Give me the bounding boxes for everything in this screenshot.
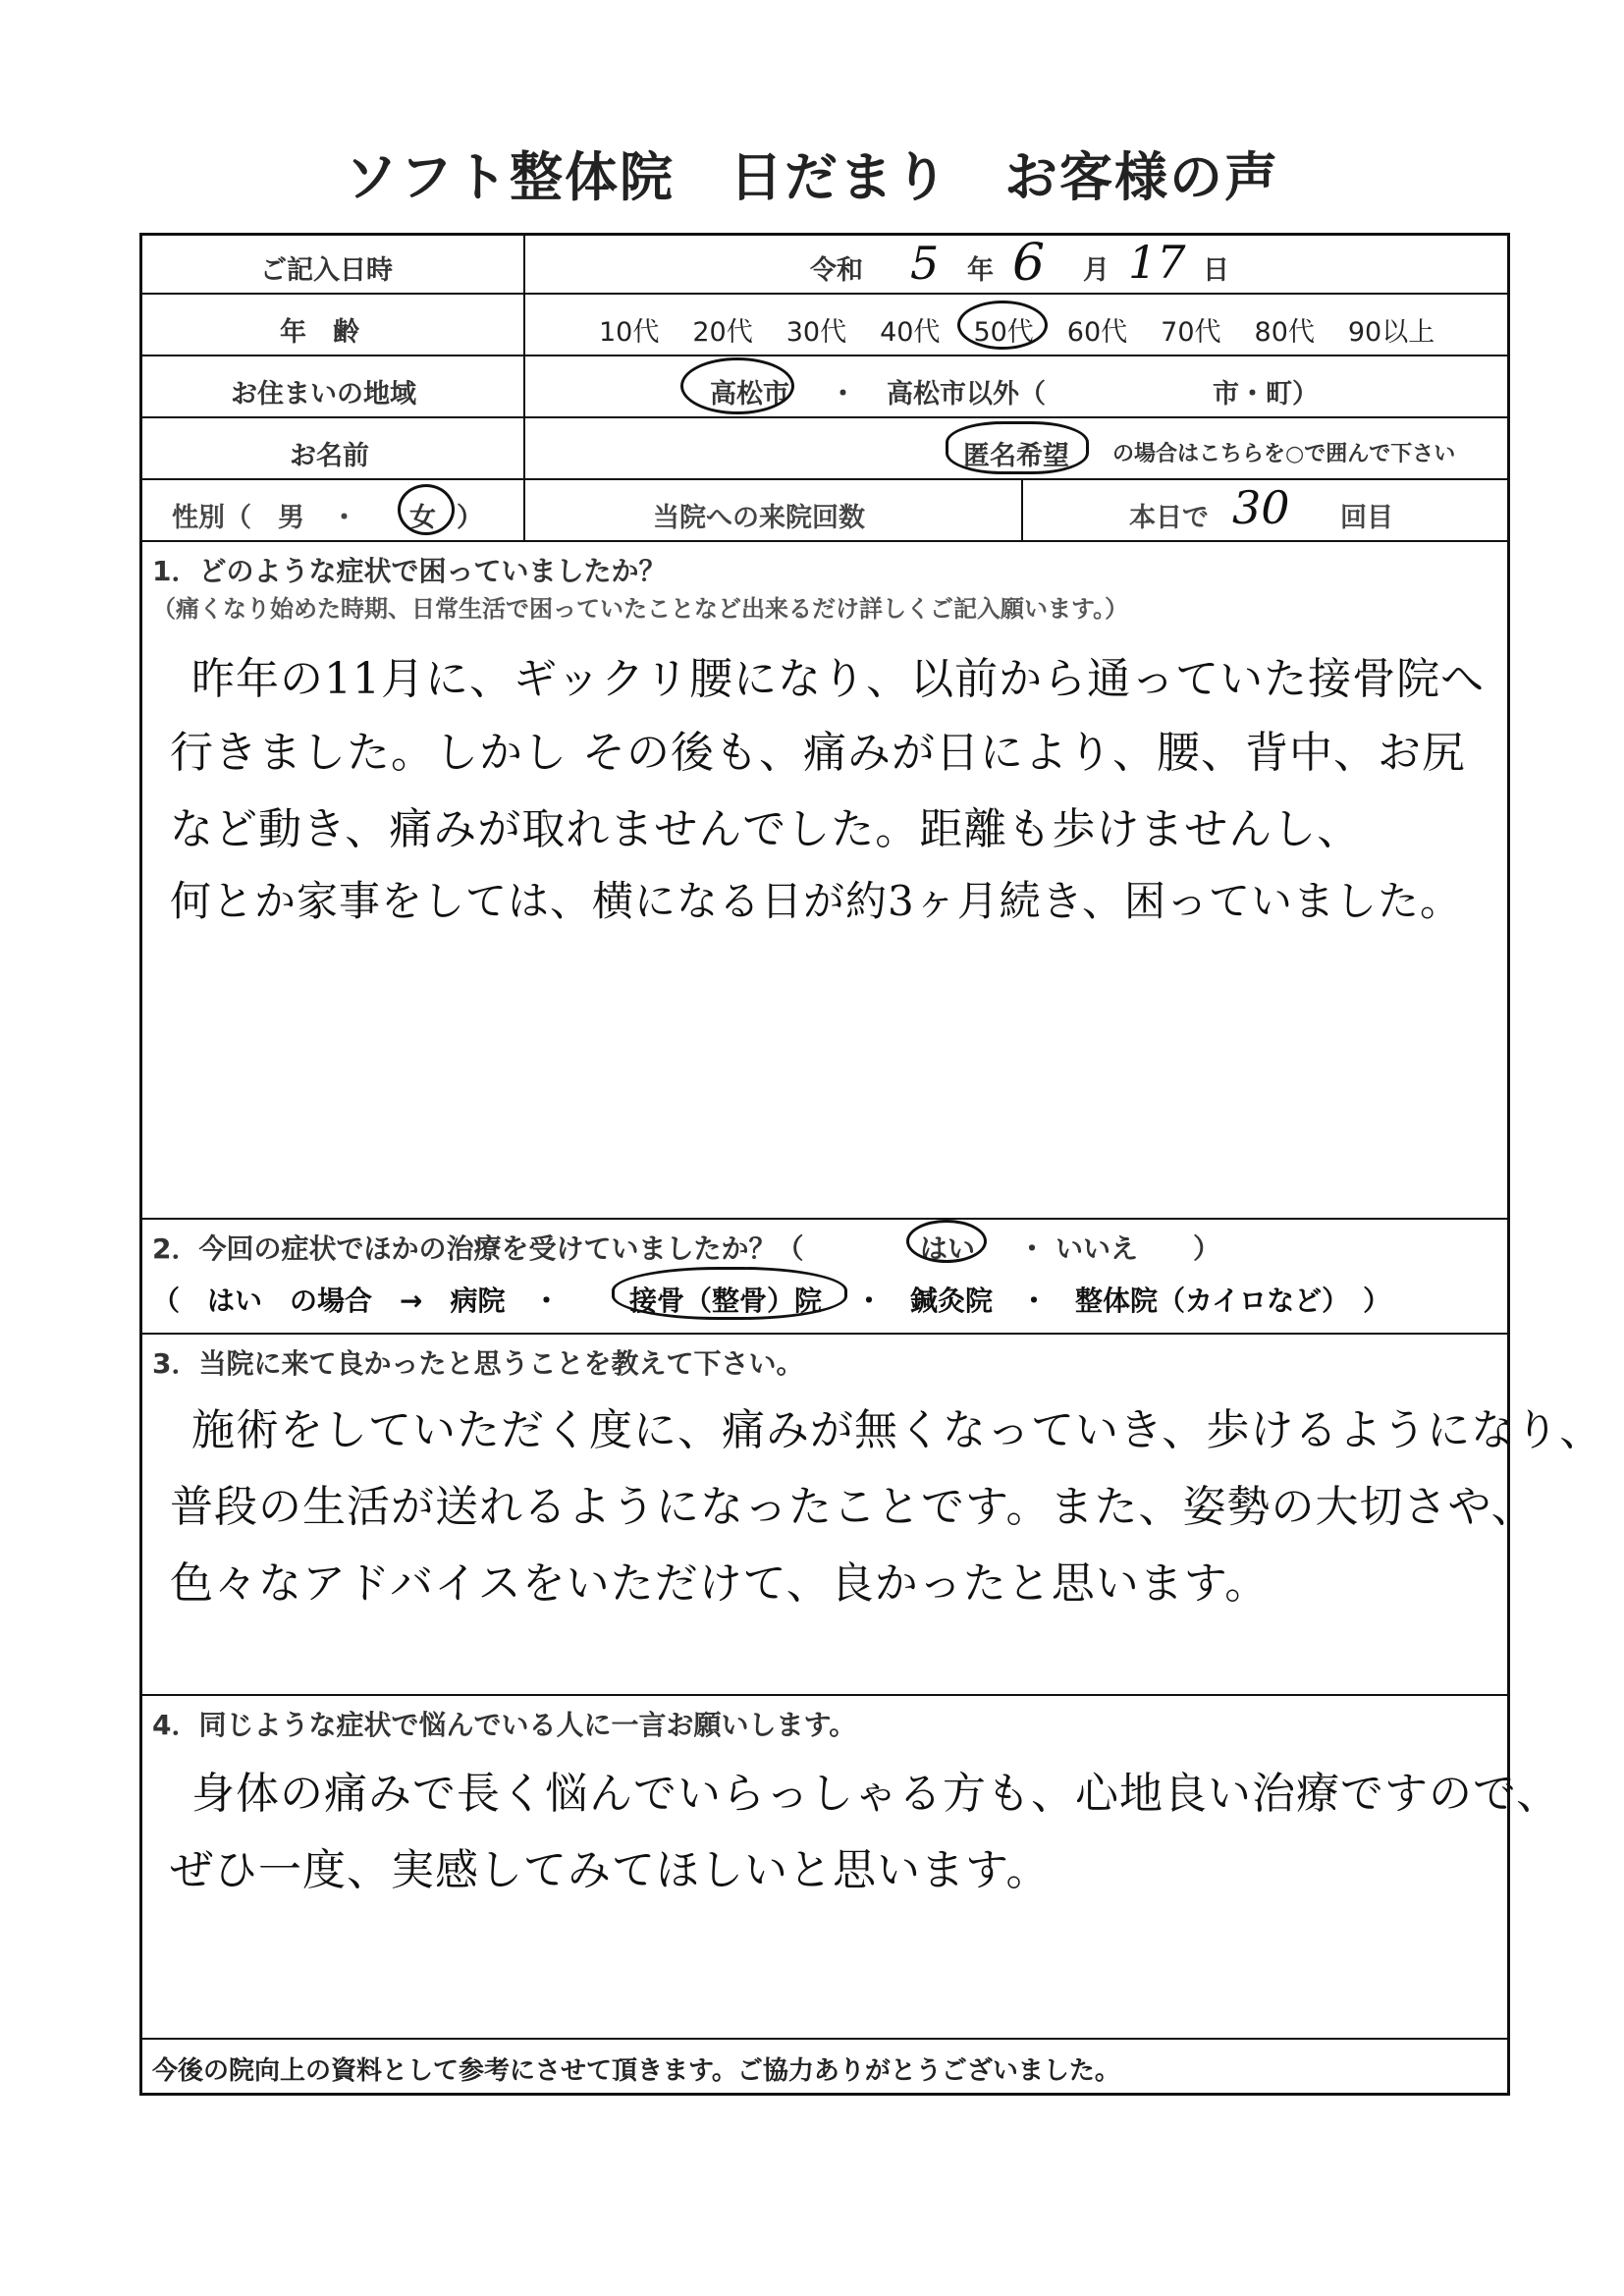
gender-selection-circle (398, 484, 455, 535)
visits-label: 当院への来院回数 (653, 503, 865, 533)
column-divider (1021, 478, 1023, 540)
q1-note: （痛くなり始めた時期、日常生活で困っていたことなど出来るだけ詳しくご記入願います。） (152, 595, 1129, 623)
section-divider (142, 2038, 1507, 2040)
area-selection-circle (680, 357, 794, 414)
area-separator: ・ (830, 379, 856, 410)
q1-answer-line: 何とか家事をしては、横になる日が約3ヶ月続き、困っていました。 (170, 877, 1463, 925)
anonymous-option[interactable]: 匿名希望 (963, 441, 1069, 471)
visits-prefix: 本日で (1129, 503, 1209, 533)
q1-question: 1．どのような症状で困っていましたか？ (152, 555, 667, 587)
age-option[interactable]: 20代 (692, 317, 753, 348)
page-title (0, 136, 1624, 211)
day-value: 17 (1128, 236, 1186, 289)
section-divider (142, 1333, 1507, 1335)
survey-form (139, 233, 1604, 2096)
area-other-suffix: 市・町） (1213, 379, 1319, 410)
q3-question: 3．当院に来て良かったと思うことを教えて下さい。 (152, 1347, 804, 1380)
year-unit: 年 (967, 255, 994, 286)
q3-answer-line: 色々なアドバイスをいただけて、良かったと思います。 (170, 1558, 1270, 1609)
visits-suffix: 回目 (1340, 503, 1393, 533)
q1-answer-line: など動き、痛みが取れませんでした。距離も歩けませんし、 (170, 804, 1362, 854)
q4-answer-line: 身体の痛みで長く悩んでいらっしゃる方も、心地良い治療ですので、 (191, 1769, 1561, 1819)
q2-question: 2．今回の症状でほかの治療を受けていましたか？（ (152, 1232, 804, 1265)
date-label: ご記入日時 (260, 255, 393, 286)
day-unit: 日 (1203, 255, 1229, 286)
area-label: お住まいの地域 (231, 379, 416, 410)
row-divider (142, 478, 1507, 480)
age-option[interactable]: 40代 (880, 317, 941, 348)
gender-option-female[interactable]: 女 (409, 503, 436, 533)
row-divider (142, 540, 1507, 542)
row-divider (142, 355, 1507, 356)
anonymous-selection-circle (946, 421, 1089, 474)
age-option[interactable]: 10代 (599, 317, 660, 348)
footer-note: 今後の院向上の資料として参考にさせて頂きます。ご協力ありがとうございました。 (152, 2056, 1120, 2086)
age-label: 年 齢 (280, 317, 359, 348)
q2-yes-circle (906, 1220, 987, 1263)
q1-answer-line: 行きました。しかし その後も、痛みが日により、腰、背中、お尻 (170, 728, 1466, 778)
area-option-other[interactable]: 高松市以外（ (887, 379, 1046, 410)
age-option[interactable]: 70代 (1161, 317, 1221, 348)
q2-close: ） (1193, 1232, 1221, 1265)
q2-option-bonesetter[interactable]: 接骨（整骨）院 (629, 1285, 823, 1317)
area-option-takamatsu[interactable]: 高松市 (710, 379, 789, 410)
anonymous-note: の場合はこちらを○で囲んで下さい (1112, 442, 1456, 466)
q2-yes[interactable]: はい (920, 1232, 976, 1265)
year-value: 5 (910, 237, 940, 290)
q3-answer-line: 普段の生活が送れるようになったことです。また、姿勢の大切さや、 (170, 1482, 1536, 1532)
section-divider (142, 1218, 1507, 1220)
age-selection-circle (957, 301, 1048, 350)
age-option-selected[interactable]: 50代 (973, 317, 1034, 348)
section-divider (142, 1694, 1507, 1696)
column-divider (523, 236, 525, 540)
name-label: お名前 (290, 441, 369, 471)
q4-question: 4．同じような症状で悩んでいる人に一言お願いします。 (152, 1709, 857, 1741)
q2-no[interactable]: いいえ (1056, 1232, 1139, 1265)
q1-answer-line: 昨年の11月に、ギックリ腰になり、以前から通っていた接骨院へ (191, 654, 1486, 704)
row-divider (142, 293, 1507, 295)
title-voice: お客様の声 (1004, 146, 1279, 208)
age-option[interactable]: 80代 (1254, 317, 1315, 348)
month-unit: 月 (1083, 255, 1110, 286)
age-option[interactable]: 30代 (785, 317, 847, 348)
month-value: 6 (1012, 234, 1046, 293)
q2-separator: ・ (1018, 1232, 1047, 1265)
age-option[interactable]: 90以上 (1347, 317, 1435, 348)
q2-detail-prefix: （ はい の場合 → 病院 ・ (152, 1285, 561, 1317)
q4-answer-line: ぜひ一度、実感してみてほしいと思います。 (170, 1845, 1051, 1895)
q2-option-rest: ・ 鍼灸院 ・ 整体院（カイロなど） ） (855, 1285, 1391, 1317)
row-divider (142, 416, 1507, 418)
gender-close: ） (457, 503, 483, 533)
visits-count: 30 (1232, 481, 1290, 534)
age-option[interactable]: 60代 (1066, 317, 1128, 348)
title-clinic: ソフト整体院 (345, 146, 675, 208)
q3-answer-line: 施術をしていただく度に、痛みが無くなっていき、歩けるようになり、 (191, 1405, 1604, 1455)
era-label: 令和 (810, 255, 863, 286)
title-name: 日だまり (730, 146, 949, 208)
q2-detail-circle (612, 1267, 847, 1320)
gender-label: 性別（ 男 ・ (172, 503, 357, 533)
